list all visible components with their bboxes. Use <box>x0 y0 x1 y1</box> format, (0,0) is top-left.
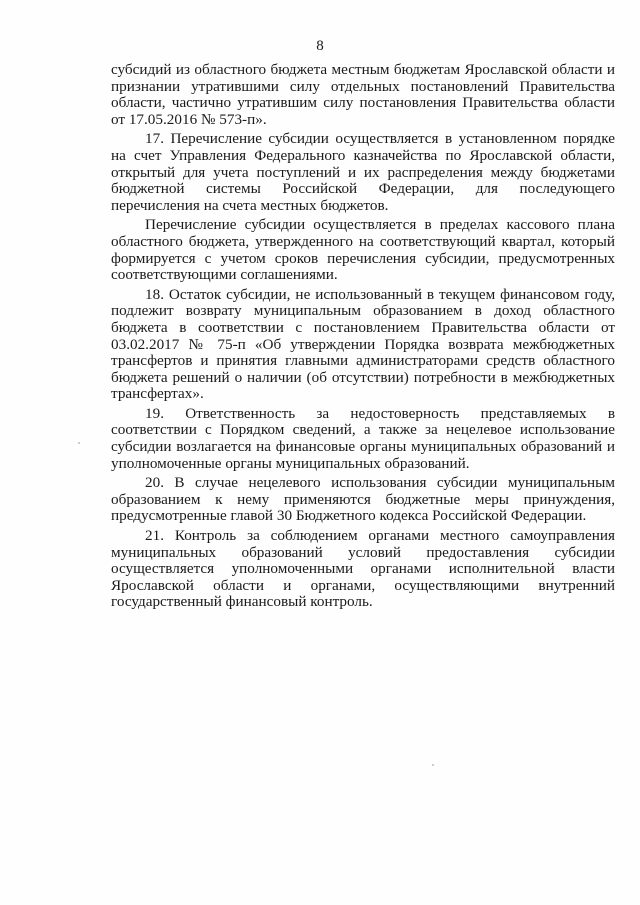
paragraph-continuation: субсидий из областного бюджета местным бюджетам Ярославской области и признании утратившими силу отдельных постановлений Правительства области, частично утратившим силу постановления Правительства области от 17.05.2016 № 573-п». <box>111 61 615 128</box>
paragraph-item-20: 20. В случае нецелевого использования субсидии муниципальным образованием к нему применяются бюджетные меры принуждения, предусмотренные главой 30 Бюджетного кодекса Российской Федерации. <box>111 474 615 525</box>
paragraph-item-21: 21. Контроль за соблюдением органами местного самоуправления муниципальных образований условий предоставления субсидии осуществляется уполномоченными органами исполнительной власти Ярославской области и органами, осуществляющими внутренний государственный финансовый контроль. <box>111 527 615 611</box>
document-body <box>111 62 615 611</box>
scan-speck <box>78 442 80 444</box>
paragraph-item-17: 17. Перечисление субсидии осуществляется в установленном порядке на счет Управления Федерального казначейства по Ярославской области, открытый для учета поступлений и их распределения между бюджетами бюджетной системы Российской Федерации, для последующего перечисления на счета местных бюджетов. <box>111 130 615 214</box>
scan-speck <box>432 764 434 766</box>
paragraph-item-19: 19. Ответственность за недостоверность представляемых в соответствии с Порядком сведений, а также за нецелевое использование субсидии возлагается на финансовые органы муниципальных образований и уполномоченные органы муниципальных образований. <box>111 404 615 472</box>
paragraph-item-17-continued: Перечисление субсидии осуществляется в пределах кассового плана областного бюджета, утвержденного на соответствующий квартал, который формируется с учетом сроков перечисления субсидии, предусмотренных соответствующими соглашениями. <box>111 216 615 284</box>
paragraph-item-18: 18. Остаток субсидии, не использованный в текущем финансовом году, подлежит возврату муниципальным образованием в доход областного бюджета в соответствии с постановлением Правительства области от 03.02.2017 № 75-п «Об утверждении Порядка возврата межбюджетных трансфертов и принятия главными администраторами средств областного бюджета решений о наличии (об отсутствии) потребности в межбюджетных трансфертах». <box>111 285 615 403</box>
page-number: 8 <box>316 38 324 54</box>
